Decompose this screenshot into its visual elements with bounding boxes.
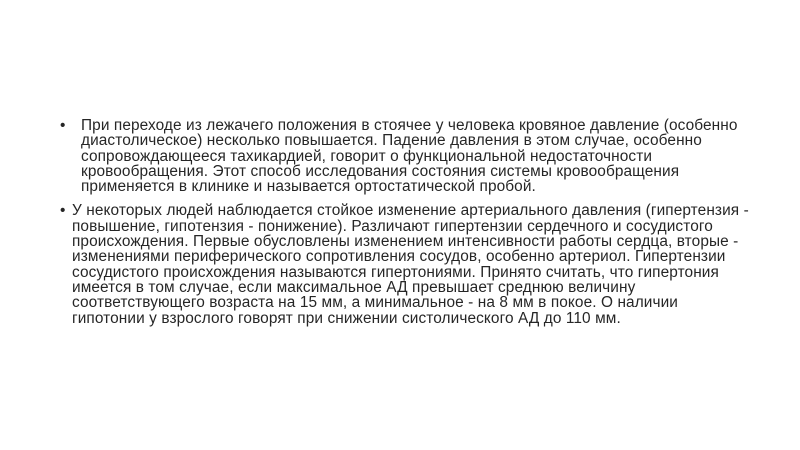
bullet-mark: • — [60, 117, 66, 134]
bullet-item-hypertension — [60, 203, 750, 325]
bullet-text: При переходе из лежачего положения в стоячее у человека кровяное давление (особенно диастолическое) несколько повышается. Падение давления в этом случае, особенно сопровождающееся тахикардией, говорит о функциональной недостаточности кровообращения. Этот способ исследования состояния системы кровообращения применяется в клинике и называется ортостатической пробой. — [81, 117, 738, 196]
bullet-item-orthostatic — [60, 118, 750, 194]
bullet-mark: • — [60, 202, 66, 220]
bullet-text: У некоторых людей наблюдается стойкое изменение артериального давления (гипертензия - повышение, гипотензия - понижение). Различают гипертензии сердечного и сосудистого происхождения. Первые обусловлены изменением интенсивности работы сердца, вторые - изменениями периферического сопротивления сосудов, особенно артериол. Гипертензии сосудистого происхождения называются гипертониями. Принято считать, что гипертония имеется в том случае, если максимальное АД превышает среднюю величину соответствующего возраста на 15 мм, а минимальное - на 8 мм в покое. О наличии гипотонии у взрослого говорят при снижении систолического АД до 110 мм. — [72, 202, 749, 327]
slide-body — [60, 118, 750, 335]
